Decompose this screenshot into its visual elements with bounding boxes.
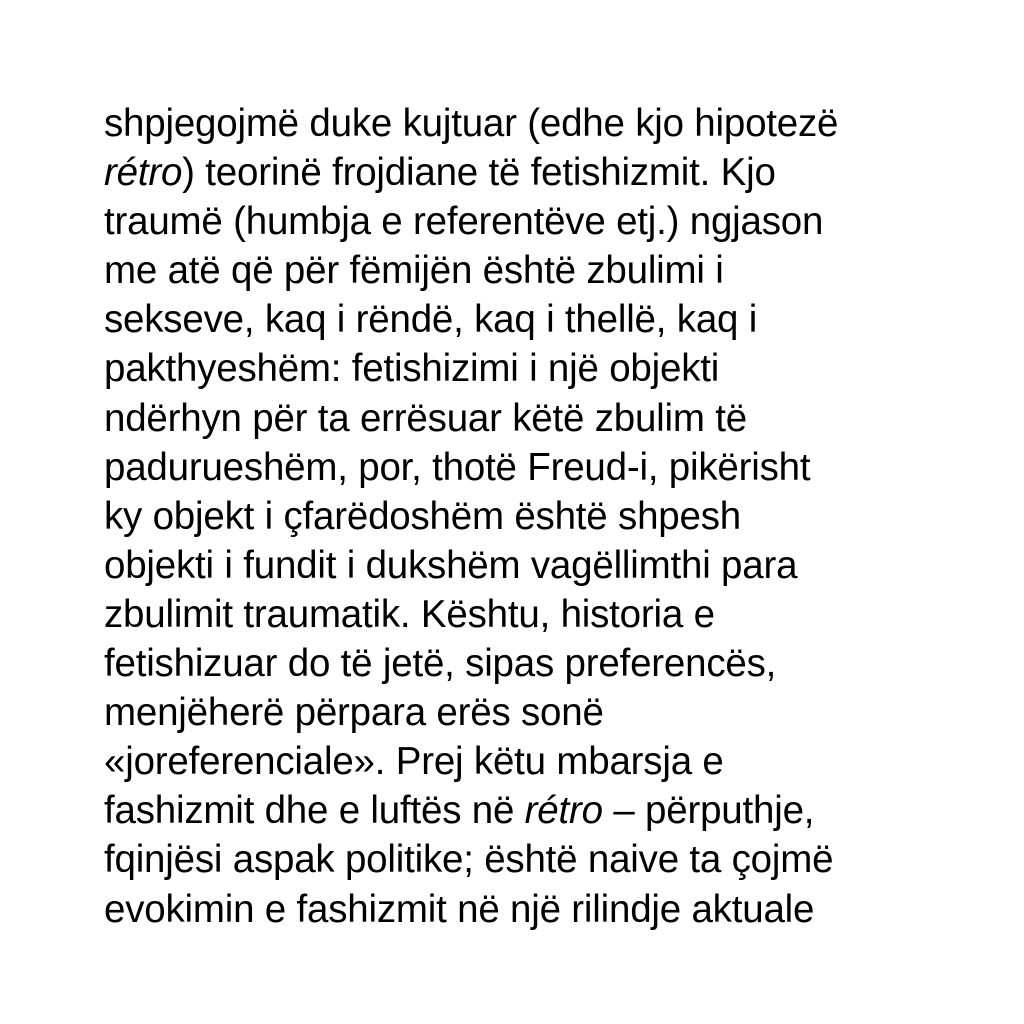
text-line: zbulimit traumatik. Kështu, historia e	[104, 592, 715, 636]
body-text	[104, 99, 1004, 934]
text-line: fashizmit dhe e luftës në rétro – përputhje,	[104, 789, 815, 833]
text-line: «joreferenciale». Prej këtu mbarsja e	[104, 740, 724, 784]
text-line: objekti i fundit i dukshëm vagëllimthi para	[104, 543, 798, 587]
text-line: me atë që për fëmijën është zbulimi i	[104, 249, 724, 293]
text-line: menjëherë përpara erës sonë	[104, 691, 604, 735]
text-line: shpjegojmë duke kujtuar (edhe kjo hipotezë	[104, 102, 839, 145]
text-line: ndërhyn për ta errësuar këtë zbulim të	[104, 396, 747, 440]
text-line: rétro) teorinë frojdiane të fetishizmit. Kjo	[104, 151, 776, 195]
italic-term: rétro	[524, 789, 603, 833]
italic-term: rétro	[104, 151, 183, 195]
text-line: sekseve, kaq i rëndë, kaq i thellë, kaq i	[104, 298, 758, 342]
text-line: fetishizuar do të jetë, sipas preferencës,	[104, 642, 777, 686]
text-line: evokimin e fashizmit në një rilindje aktuale	[104, 887, 815, 931]
text-line: pakthyeshëm: fetishizimi i një objekti	[104, 347, 720, 391]
text-line: traumë (humbja e referentëve etj.) ngjason	[104, 200, 824, 244]
text-line: ky objekt i çfarëdoshëm është shpesh	[104, 494, 741, 538]
text-line: fqinjësi aspak politike; është naive ta çojmë	[104, 838, 834, 882]
text-line: padurueshëm, por, thotë Freud-i, pikërisht	[104, 445, 811, 489]
